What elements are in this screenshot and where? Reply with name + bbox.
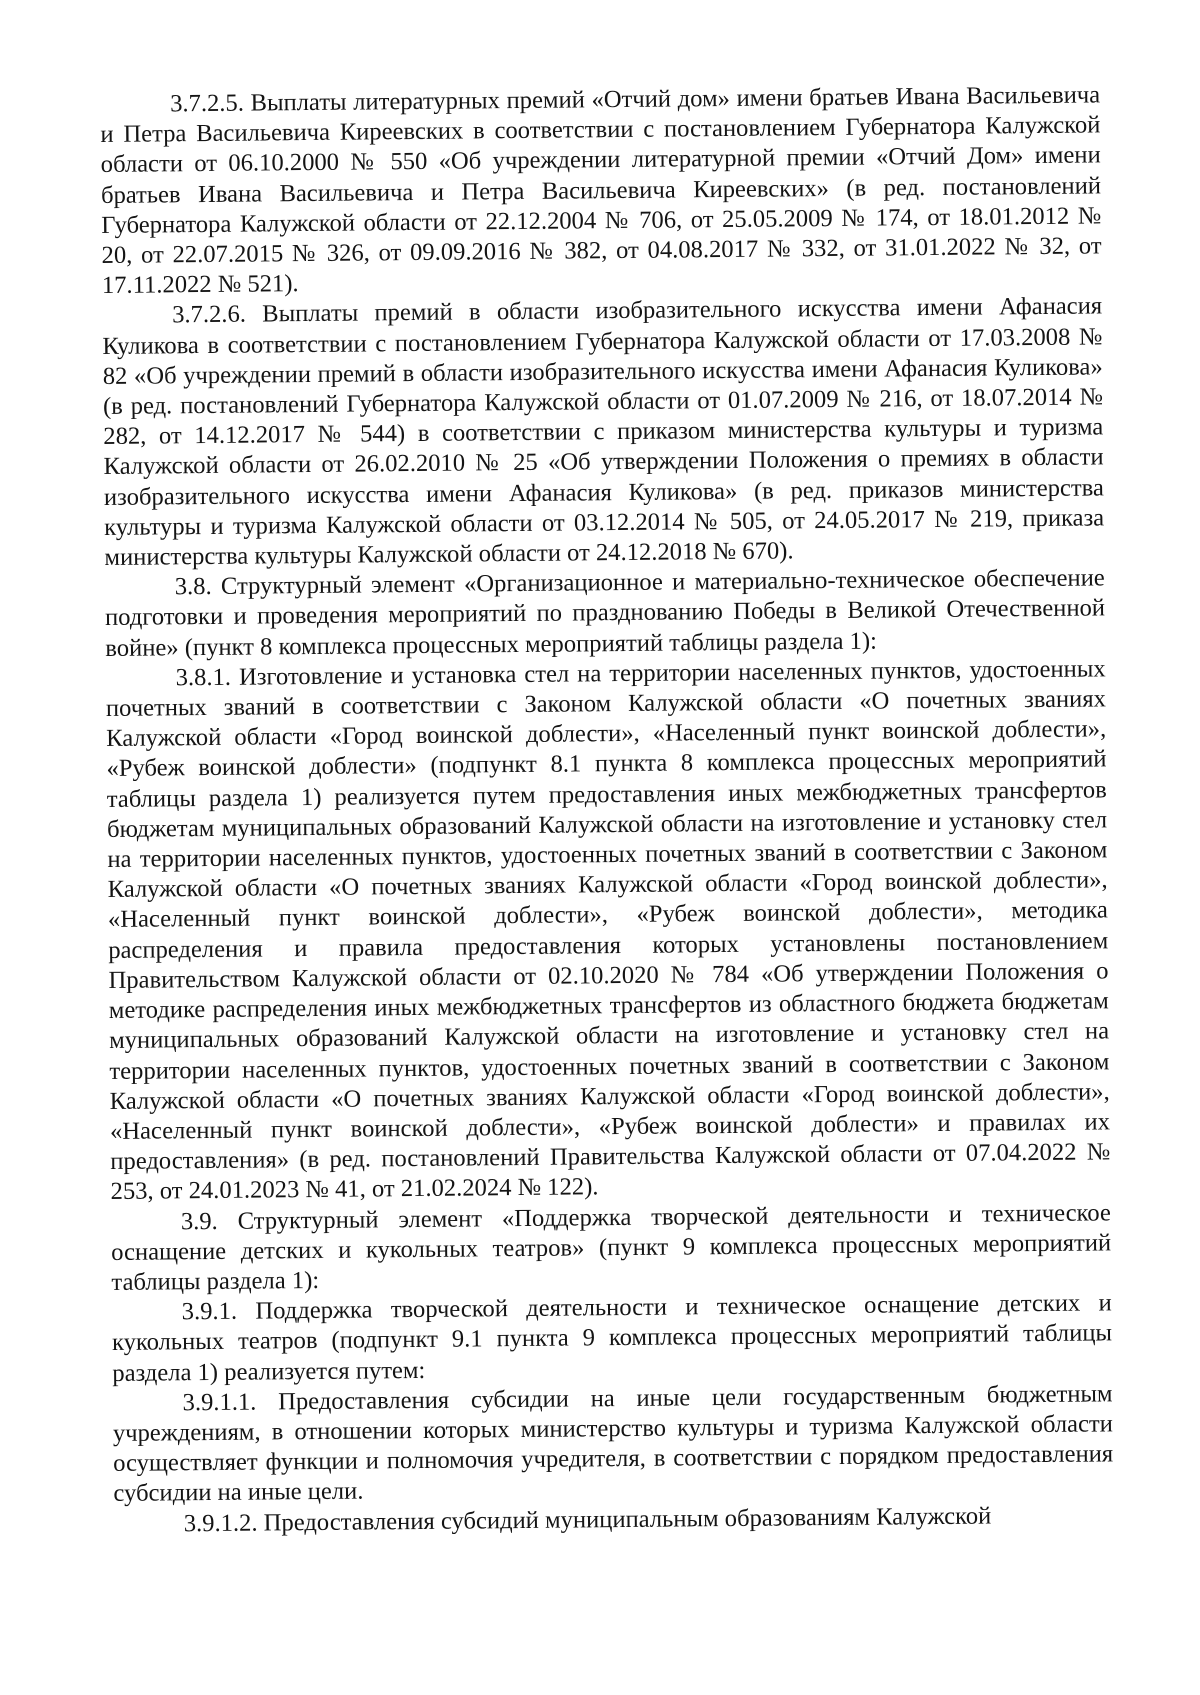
paragraph-3-9-1-1: 3.9.1.1. Предоставления субсидии на иные цели государственным бюджетным учреждениям, в отношении которых министерство культуры и туризма Калужской области осуществляет функции и полномочия учредителя, в соответствии с порядком предоставления субсидии на иные цели. — [112, 1380, 1114, 1508]
paragraph-3-9-1-2: 3.9.1.2. Предоставления субсидий муниципальным образованиям Калужской — [183, 1502, 992, 1537]
paragraph-3-7-2-5: 3.7.2.5. Выплаты литературных премий «Отчий дом» имени братьев Ивана Васильевича и Петра Васильевича Киреевских в соответствии с постановлением Губернатора Калужской области от 06.10.2000 № 550 «Об учреждении литературной премии «Отчий Дом» имени братьев Ивана Васильевича и Петра Васильевича Киреевских» (в ред. постановлений Губернатора Калужской области от 22.12.2004 № 706, от 25.05.2009 № 174, от 18.01.2012 № 20, от 22.07.2015 № 326, от 09.09.2016 № 382, от 04.08.2017 № 332, от 31.01.2022 № 32, от 17.11.2022 № 521). — [100, 81, 1102, 300]
paragraph-3-8: 3.8. Структурный элемент «Организационное и материально-техническое обеспечение подготовки и проведения мероприятий по празднованию Победы в Великой Отечественной войне» (пункт 8 комплекса процессных мероприятий таблицы раздела 1): — [104, 564, 1106, 662]
paragraph-3-7-2-6: 3.7.2.6. Выплаты премий в области изобразительного искусства имени Афанасия Куликова в соответствии с постановлением Губернатора Калужской области от 17.03.2008 № 82 «Об учреждении премий в области изобразительного искусства имени Афанасия Куликова» (в ред. постановлений Губернатора Калужской области от 01.07.2009 № 216, от 18.07.2014 № 282, от 14.12.2017 № 544) в соответствии с приказом министерства культуры и туризма Калужской области от 26.02.2010 № 25 «Об утверждении Положения о премиях в области изобразительного искусства имени Афанасия Куликова» (в ред. приказов министерства культуры и туризма Калужской области от 03.12.2014 № 505, от 24.05.2017 № 219, приказа министерства культуры Калужской области от 24.12.2018 № 670). — [102, 292, 1105, 572]
paragraph-3-8-1: 3.8.1. Изготовление и установка стел на территории населенных пунктов, удостоенных почетных званий в соответствии с Законом Калужской области «О почетных званиях Калужской области «Город воинской доблести», «Населенный пункт воинской доблести», «Рубеж воинской доблести» (подпункт 8.1 пункта 8 комплекса процессных мероприятий таблицы раздела 1) реализуется путем предоставления иных межбюджетных трансфертов бюджетам муниципальных образований Калужской области на изготовление и установку стел на территории населенных пунктов, удостоенных почетных званий в соответствии с Законом Калужской области «О почетных званиях Калужской области «Город воинской доблести», «Населенный пункт воинской доблести», «Рубеж воинской доблести», методика распределения и правила предоставления которых установлены постановлением Правительством Калужской области от 02.10.2020 № 784 «Об утверждении Положения о методике распределения иных межбюджетных трансфертов из областного бюджета бюджетам муниципальных образований Калужской области на изготовление и установку стел на территории населенных пунктов, удостоенных почетных званий в соответствии с Законом Калужской области «О почетных званиях Калужской области «Город воинской доблести», «Населенный пункт воинской доблести», «Рубеж воинской доблести» и правилах их предоставления» (в ред. постановлений Правительства Калужской области от 07.04.2022 № 253, от 24.01.2023 № 41, от 21.02.2024 № 122). — [105, 655, 1111, 1206]
document-body — [100, 80, 1114, 1539]
paragraph-3-9: 3.9. Структурный элемент «Поддержка творческой деятельности и техническое оснащение детских и кукольных театров» (пункт 9 комплекса процессных мероприятий таблицы раздела 1): — [111, 1198, 1112, 1296]
paragraph-3-9-1: 3.9.1. Поддержка творческой деятельности и техническое оснащение детских и кукольных театров (подпункт 9.1 пункта 9 комплекса процессных мероприятий таблицы раздела 1) реализуется путем: — [111, 1289, 1113, 1387]
